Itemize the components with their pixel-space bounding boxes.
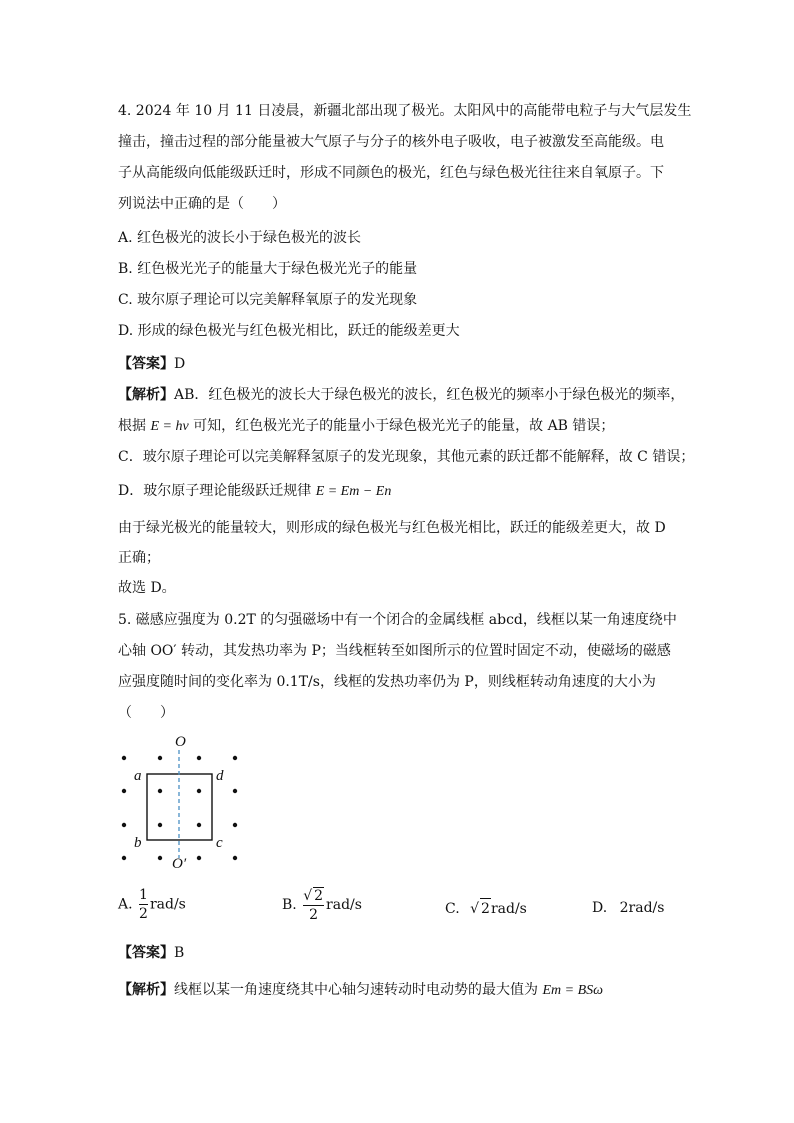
q4-answer-value: D xyxy=(174,356,186,372)
q4-analysis-text-1: AB．红色极光的波长大于绿色极光的波长，红色极光的频率小于绿色极光的频率， xyxy=(174,387,685,403)
label-o-bottom: O′ xyxy=(172,856,187,872)
sqrt-icon: √ xyxy=(303,888,313,904)
q5-option-a-unit: rad/s xyxy=(149,896,186,913)
q5-option-c-letter: C. xyxy=(445,901,460,917)
label-a: a xyxy=(134,768,142,784)
q5-analysis-tag: 【解析】 xyxy=(118,982,174,998)
label-o-top: O xyxy=(175,734,186,750)
q5-option-d xyxy=(592,898,664,918)
q4-analysis-text-2a: 根据 xyxy=(118,418,151,434)
label-c: c xyxy=(216,835,223,851)
q5-option-a-fraction xyxy=(139,887,148,922)
q5-answer-tag: 【答案】 xyxy=(118,945,174,961)
q4-option-b: B. 红色极光光子的能量大于绿色极光光子的能量 xyxy=(118,261,418,277)
q4-analysis-line-3: C．玻尔原子理论可以完美解释氢原子的发光现象，其他元素的跃迁都不能解释，故 C 错误； xyxy=(118,449,695,465)
q5-stem-line-3: 应强度随时间的变化率为 0.1T/s，线框的发热功率仍为 P，则线框转动角速度的大小为 xyxy=(118,674,656,690)
q4-stem-line-3: 子从高能级向低能级跃迁时，形成不同颜色的极光，红色与绿色极光往往来自氧原子。下 xyxy=(118,165,664,181)
q5-stem-line-2: 心轴 OO′ 转动，其发热功率为 P；当线框转至如图所示的位置时固定不动，使磁场的磁感 xyxy=(118,643,671,659)
q4-option-a: A. 红色极光的波长小于绿色极光的波长 xyxy=(118,230,362,246)
label-d: d xyxy=(216,768,224,784)
q4-analysis-tag: 【解析】 xyxy=(118,387,174,403)
q5-stem-line-4: （ ） xyxy=(118,705,174,721)
q4-stem-line-4: 列说法中正确的是（ ） xyxy=(118,196,286,212)
q4-analysis-text-4a: D．玻尔原子理论能级跃迁规律 xyxy=(118,483,316,499)
q5-option-c-unit: rad/s xyxy=(490,901,527,917)
q5-answer-value: B xyxy=(174,945,185,961)
sqrt-icon: √ xyxy=(470,901,480,917)
label-b: b xyxy=(134,835,142,851)
q4-analysis-text-2b: 可知，红色极光光子的能量小于绿色极光光子的能量，故 AB 错误； xyxy=(188,418,615,434)
q5-magnetic-field-figure xyxy=(110,730,260,875)
q4-answer-tag: 【答案】 xyxy=(118,356,174,372)
q5-option-b-letter: B. xyxy=(282,897,297,913)
q4-option-d: D. 形成的绿色极光与红色极光相比，跃迁的能级差更大 xyxy=(118,323,460,339)
q5-option-b-denominator: 2 xyxy=(309,907,319,923)
q4-analysis-line-5: 由于绿光极光的能量较大，则形成的绿色极光与红色极光相比，跃迁的能级差更大，故 D xyxy=(118,520,666,536)
q5-stem-line-1: 5. 磁感应强度为 0.2T 的匀强磁场中有一个闭合的金属线框 abcd，线框以某一角速度绕中 xyxy=(118,612,677,628)
q4-stem-line-2: 撞击，撞击过程的部分能量被大气原子与分子的核外电子吸收，电子被激发至高能级。电 xyxy=(118,134,664,150)
q5-option-b xyxy=(282,887,362,923)
q5-option-a-letter: A. xyxy=(118,896,133,913)
q5-option-c-radicand: 2 xyxy=(480,898,491,919)
q5-option-b-radicand: 2 xyxy=(314,888,324,904)
q4-analysis-line-6: 正确； xyxy=(118,550,160,566)
q5-option-d-letter: D. xyxy=(592,900,608,916)
q5-option-c xyxy=(445,898,527,919)
q5-option-a-numerator: 1 xyxy=(139,887,148,903)
q5-analysis-line-1 xyxy=(118,980,603,1001)
q4-analysis-line-1 xyxy=(118,385,684,405)
q5-answer xyxy=(118,943,184,963)
q4-analysis-line-7: 故选 D。 xyxy=(118,580,176,596)
q4-option-c: C. 玻尔原子理论可以完美解释氧原子的发光现象 xyxy=(118,292,418,308)
q4-analysis-line-4 xyxy=(118,481,391,502)
q5-option-a-denominator: 2 xyxy=(139,906,148,922)
q5-analysis-text-1: 线框以某一角速度绕其中心轴匀速转动时电动势的最大值为 xyxy=(174,982,543,998)
q4-formula-planck: E = hν xyxy=(150,419,189,434)
q5-option-b-unit: rad/s xyxy=(326,897,362,913)
q5-option-d-text: 2rad/s xyxy=(619,900,665,916)
q4-answer xyxy=(118,354,185,374)
q4-analysis-line-2 xyxy=(118,416,614,437)
q5-option-a xyxy=(118,887,186,922)
q4-stem-line-1: 4. 2024 年 10 月 11 日凌晨，新疆北部出现了极光。太阳风中的高能带电粒子与大气层发生 xyxy=(118,103,692,119)
q4-formula-transition: E = Em − En xyxy=(315,484,392,499)
q5-option-b-fraction xyxy=(303,887,324,923)
q5-formula-emf: Em = BSω xyxy=(542,983,603,998)
